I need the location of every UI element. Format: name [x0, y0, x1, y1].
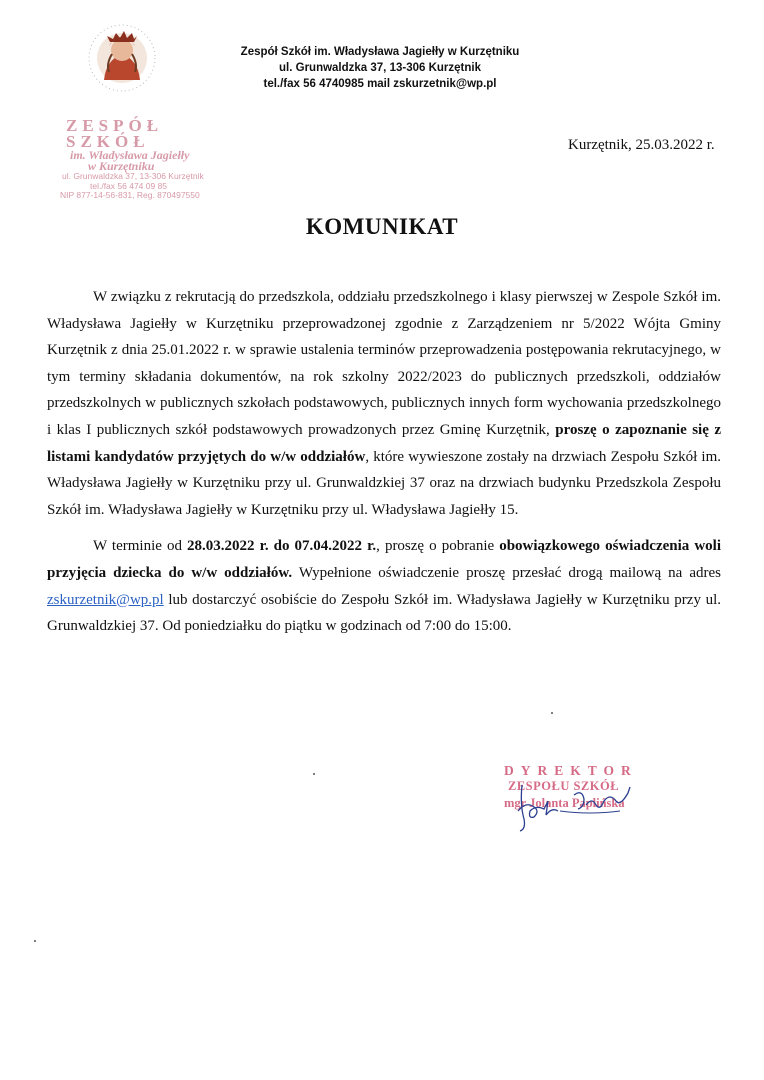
- scan-speck: [313, 773, 315, 775]
- paragraph-2-text-4: lub dostarczyć osobiście do Zespołu Szkół im. Władysława Jagiełły w Kurzętniku przy ul. Grunwaldzkiej 37. Od poniedziałku do piątku w godzinach od 7:00 do 15:00.: [47, 591, 721, 635]
- paragraph-1-text-2: , które wywieszone zostały na drzwiach Zespołu Szkół im. Władysława Jagiełły w Kurzętniku przy ul. Grunwaldzkiej 37 oraz na drzwiach budynku Przedszkola Zespołu Szkół im. Władysława Jagiełły w Kurzętniku przy ul. Władysława Jagiełły 15.: [47, 448, 721, 518]
- school-address: ul. Grunwaldzka 37, 13-306 Kurzętnik: [279, 62, 481, 74]
- handwritten-signature-icon: [500, 771, 640, 833]
- paragraph-2: [47, 533, 721, 639]
- school-header: [190, 44, 570, 92]
- paragraph-1-bold-1: proszę o zapoznanie się z listami kandydatów przyjętych do w/w oddziałów: [47, 421, 721, 465]
- document-body: [47, 284, 721, 640]
- stamp-line-1: ZESPÓŁ SZKÓŁ: [66, 116, 164, 151]
- paragraph-2-bold-2: obowiązkowego oświadczenia woli przyjęcia dziecka do w/w oddziałów.: [47, 538, 721, 581]
- document-date: Kurzętnik, 25.03.2022 r.: [568, 137, 715, 153]
- director-signature-stamp: [490, 763, 650, 833]
- stamp-line-3: w Kurzętniku: [88, 159, 155, 173]
- school-stamp: [60, 118, 240, 201]
- school-emblem-icon: [76, 20, 168, 96]
- school-contact: tel./fax 56 4740985 mail zskurzetnik@wp.pl: [263, 78, 497, 90]
- stamp-line-4: ul. Grunwaldzka 37, 13-306 Kurzętnik: [62, 171, 204, 181]
- stamp-line-6: NIP 877-14-56-831, Reg. 870497550: [60, 190, 200, 200]
- paragraph-2-text-1: W terminie od: [93, 538, 188, 555]
- paragraph-1-text-1: W związku z rekrutacją do przedszkola, oddziału przedszkolnego i klasy pierwszej w Zespole Szkół im. Władysława Jagiełły w Kurzętniku przeprowadzonej zgodnie z Zarządzeniem nr 5/2022 Wójta Gminy Kurzętnik z dnia 25.01.2022 r. w sprawie ustalenia terminów przeprowadzenia postępowania rekrutacyjnego, w tym terminy składania dokumentów, na rok szkolny 2022/2023 do publicznych przedszkoli, oddziałów przedszkolnych w publicznych szkołach podstawowych, publicznych innych form wychowania przedszkolnego i klas I publicznych szkół podstawowych prowadzonych przez Gminę Kurzętnik,: [47, 289, 721, 438]
- signature-school: ZESPOŁU SZKÓŁ: [508, 779, 620, 793]
- document-title: KOMUNIKAT: [305, 214, 459, 239]
- stamp-line-5: tel./fax 56 474 09 85: [90, 180, 168, 191]
- paragraph-2-text-2: , proszę o pobranie: [376, 538, 500, 555]
- signature-title: DYREKTOR: [504, 763, 638, 778]
- school-name: Zespół Szkół im. Władysława Jagiełły w Kurzętniku: [240, 46, 520, 58]
- school-logo: [76, 20, 168, 96]
- scan-speck: [34, 940, 36, 942]
- scan-speck: [551, 712, 553, 714]
- email-link[interactable]: zskurzetnik@wp.pl: [47, 591, 164, 608]
- paragraph-2-bold-1: 28.03.2022 r. do 07.04.2022 r.: [187, 538, 377, 555]
- stamp-line-2: im. Władysława Jagiełły: [70, 148, 190, 162]
- signature-name: mgr Jolanta Paplińska: [504, 796, 625, 810]
- paragraph-2-text-3: Wypełnione oświadczenie proszę przesłać drogą mailową na adres: [292, 564, 721, 581]
- paragraph-1: [47, 284, 721, 523]
